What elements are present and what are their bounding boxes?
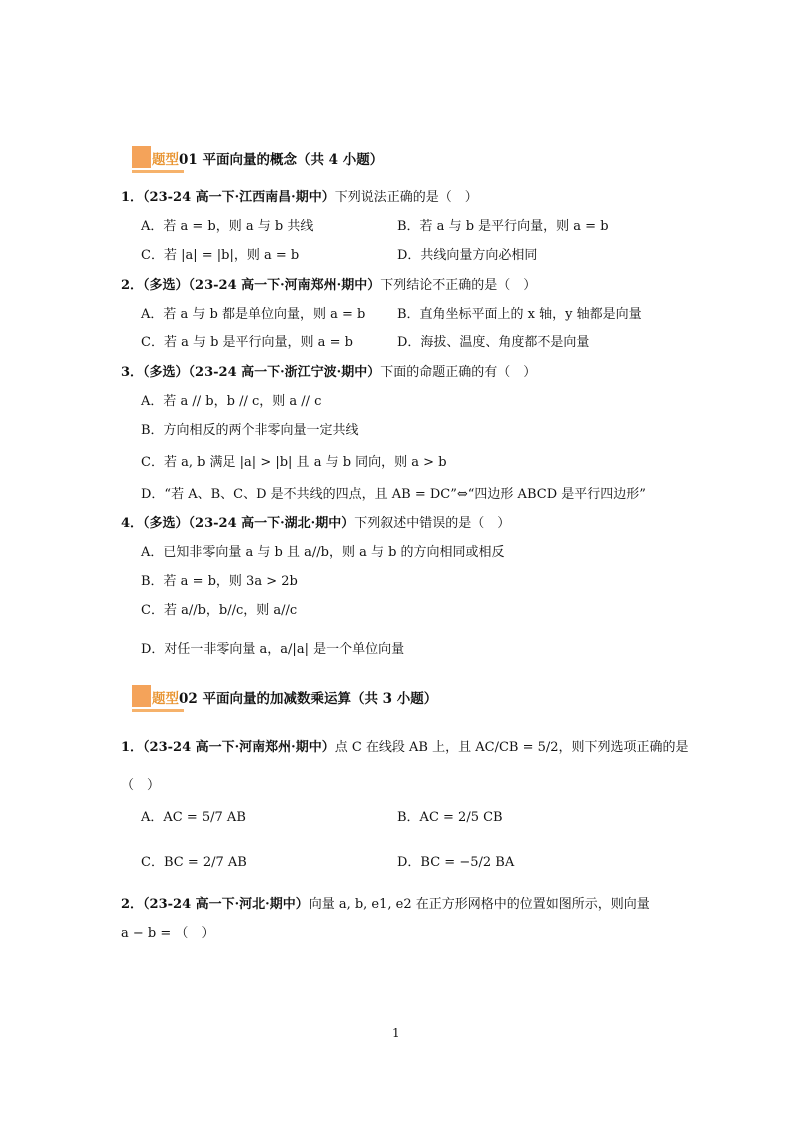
section-header-1 bbox=[130, 144, 530, 178]
q4-option-d: D．对任一非零向量 a，a/|a| 是一个单位向量 bbox=[141, 642, 405, 657]
question-3: 3．（多选）（23-24 高一下·浙江宁波·期中）下面的命题正确的有（ ） bbox=[121, 365, 537, 380]
section-header-2 bbox=[130, 683, 530, 717]
q4-option-c: C．若 a//b，b//c，则 a//c bbox=[141, 603, 298, 618]
q3-option-d: D．“若 A、B、C、D 是不共线的四点，且 AB = DC”⇔“四边形 ABCD 是平行四边形” bbox=[141, 487, 646, 502]
q5-option-b: B．AC = 2/5 CB bbox=[397, 810, 503, 825]
question-s2-1: 1．（23-24 高一下·河南郑州·期中）点 C 在线段 AB 上，且 AC/CB = 5/2，则下列选项正确的是 bbox=[121, 740, 689, 755]
question-2: 2．（多选）（23-24 高一下·河南郑州·期中）下列结论不正确的是（ ） bbox=[121, 278, 537, 293]
question-1: 1．（23-24 高一下·江西南昌·期中）下列说法正确的是（ ） bbox=[121, 190, 478, 205]
page-number: 1 bbox=[392, 1026, 400, 1040]
q1-option-a: A．若 a = b，则 a 与 b 共线 bbox=[141, 219, 314, 234]
q1-option-c: C．若 |a| = |b|，则 a = b bbox=[141, 248, 300, 263]
q1-option-d: D．共线向量方向必相同 bbox=[397, 248, 538, 263]
q1-option-b: B．若 a 与 b 是平行向量，则 a = b bbox=[397, 219, 609, 234]
section-underline bbox=[132, 709, 184, 712]
section-marker-icon bbox=[132, 146, 151, 168]
q2-option-c: C．若 a 与 b 是平行向量，则 a = b bbox=[141, 335, 353, 350]
section-title: 02 平面向量的加减数乘运算（共 3 小题） bbox=[179, 691, 438, 707]
q3-option-b: B．方向相反的两个非零向量一定共线 bbox=[141, 423, 359, 438]
section-marker-icon bbox=[132, 685, 151, 707]
question-s2-1-cont: （ ） bbox=[121, 778, 161, 793]
q2-option-b: B．直角坐标平面上的 x 轴，y 轴都是向量 bbox=[397, 307, 642, 322]
q5-option-d: D．BC = −5/2 BA bbox=[397, 855, 515, 870]
q4-option-b: B．若 a = b，则 3a > 2b bbox=[141, 574, 298, 589]
section-tag: 题型 bbox=[152, 152, 179, 168]
q3-option-a: A．若 a // b，b // c，则 a // c bbox=[141, 394, 322, 409]
q2-option-d: D．海拔、温度、角度都不是向量 bbox=[397, 335, 590, 350]
section-title: 01 平面向量的概念（共 4 小题） bbox=[179, 152, 384, 168]
question-4: 4．（多选）（23-24 高一下·湖北·期中）下列叙述中错误的是（ ） bbox=[121, 516, 511, 531]
q5-option-a: A．AC = 5/7 AB bbox=[141, 810, 246, 825]
q4-option-a: A．已知非零向量 a 与 b 且 a//b，则 a 与 b 的方向相同或相反 bbox=[141, 545, 505, 560]
question-s2-2-cont: a − b = （ ） bbox=[121, 926, 215, 941]
q2-option-a: A．若 a 与 b 都是单位向量，则 a = b bbox=[141, 307, 366, 322]
q5-option-c: C．BC = 2/7 AB bbox=[141, 855, 247, 870]
question-s2-2: 2．（23-24 高一下·河北·期中）向量 a, b, e1, e2 在正方形网格中的位置如图所示，则向量 bbox=[121, 897, 650, 912]
section-tag: 题型 bbox=[152, 691, 179, 707]
section-underline bbox=[132, 170, 184, 173]
q3-option-c: C．若 a, b 满足 |a| > |b| 且 a 与 b 同向，则 a > b bbox=[141, 455, 447, 470]
